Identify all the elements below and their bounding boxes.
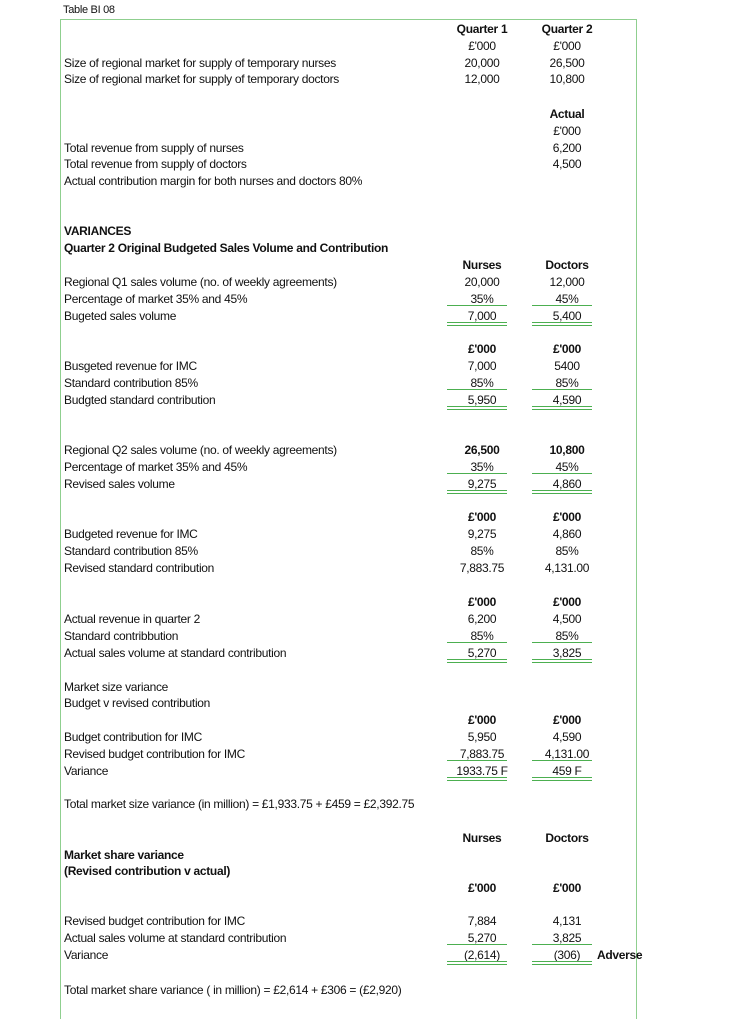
section-subtitle: Budget v revised contribution [64,696,211,710]
col-header-doctors: Doctors [545,258,589,272]
row-label: Actual sales volume at standard contribution [64,931,287,945]
cell-value: 1933.75 F [456,764,508,778]
cell-value: 4,131.00 [544,561,590,575]
section-subheading: Quarter 2 Original Budgeted Sales Volume and Contribution [64,241,389,255]
cell-value: 85% [470,376,494,390]
row-label: Budget contribution for IMC [64,730,202,744]
row-label: Standard contribution 85% [64,544,198,558]
subtotal-rule [532,473,592,474]
cell-value: 12,000 [464,72,500,86]
row-label: Budgeted revenue for IMC [64,527,198,541]
unit-label: £'000 [552,881,582,895]
row-label: Regional Q1 sales volume (no. of weekly agreements) [64,275,337,289]
cell-value: 35% [470,292,494,306]
row-label: Total revenue from supply of doctors [64,157,247,171]
col-header-nurses: Nurses [462,831,502,845]
col-header-doctors: Doctors [545,831,589,845]
row-label: Actual contribution margin for both nurses and doctors 80% [64,174,363,188]
adverse-label: Adverse [597,948,643,962]
col-header-nurses: Nurses [462,258,502,272]
subtotal-rule [532,389,592,390]
subtotal-rule [447,473,507,474]
row-label: Busgeted revenue for IMC [64,359,197,373]
header-actual: Actual [549,107,585,121]
section-subtitle: (Revised contribution v actual) [64,864,231,878]
row-label: Regional Q2 sales volume (no. of weekly agreements) [64,443,337,457]
unit-label: £'000 [467,713,497,727]
cell-value: 85% [470,629,494,643]
cell-value: (2,614) [464,948,500,962]
cell-value: 5,400 [552,309,582,323]
row-label: Revised budget contribution for IMC [64,747,245,761]
cell-value: 3,825 [552,646,582,660]
cell-value: 4,131.00 [544,747,590,761]
cell-value: 10,800 [549,443,585,457]
row-label: Percentage of market 35% and 45% [64,292,248,306]
row-label: Bugeted sales volume [64,309,177,323]
subtotal-rule [447,944,507,945]
row-label: Variance [64,764,109,778]
unit-label: £'000 [552,713,582,727]
cell-value: 20,000 [464,56,500,70]
cell-value: 459 F [552,764,582,778]
unit-label: £'000 [552,595,582,609]
header-quarter-2: Quarter 2 [541,22,593,36]
total-rule [447,490,507,494]
frame-right-border [636,19,637,1019]
unit-label: £'000 [467,881,497,895]
unit-label: £'000 [552,342,582,356]
frame-left-border [60,19,61,1019]
row-label: Standard contribbution [64,629,179,643]
total-rule [532,406,592,410]
unit-label: £'000 [467,510,497,524]
unit-label: £'000 [552,510,582,524]
cell-value: 7,000 [467,309,497,323]
row-label: Percentage of market 35% and 45% [64,460,248,474]
cell-value: 85% [555,629,579,643]
cell-value: 7,883.75 [459,747,505,761]
section-title: Market size variance [64,680,169,694]
unit-label: £'000 [468,39,496,53]
cell-value: 9,275 [467,477,497,491]
total-rule [447,659,507,663]
row-label: Revised standard contribution [64,561,215,575]
subtotal-rule [532,642,592,643]
row-label: Actual revenue in quarter 2 [64,612,200,626]
cell-value: 45% [555,292,579,306]
total-rule [532,659,592,663]
row-label: Revised budget contribution for IMC [64,914,245,928]
unit-label: £'000 [467,342,497,356]
cell-value: 35% [470,460,494,474]
cell-value: 3,825 [552,931,582,945]
cell-value: 20,000 [464,275,500,289]
cell-value: 4,500 [552,612,582,626]
total-rule [447,961,507,965]
cell-value: 5,950 [467,730,497,744]
cell-value: 5400 [554,359,580,373]
table-title: Table BI 08 [63,4,115,16]
cell-value: 85% [470,544,494,558]
unit-label: £'000 [553,39,581,53]
total-rule [447,322,507,326]
row-label: Size of regional market for supply of temporary doctors [64,72,339,86]
subtotal-rule [532,305,592,306]
subtotal-rule [447,305,507,306]
cell-value: 4,860 [552,477,582,491]
subtotal-rule [447,760,507,761]
cell-value: 9,275 [467,527,497,541]
total-rule [532,777,592,781]
cell-value: 4,131 [552,914,582,928]
cell-value: 4,860 [552,527,582,541]
section-heading: VARIANCES [64,224,132,238]
total-rule [532,490,592,494]
unit-label: £'000 [553,124,581,138]
cell-value: 7,000 [467,359,497,373]
cell-value: 4,500 [552,157,582,171]
frame-top-border [60,19,636,20]
row-label: Budgted standard contribution [64,393,216,407]
cell-value: 5,270 [467,646,497,660]
total-rule [532,322,592,326]
unit-label: £'000 [467,595,497,609]
cell-value: 4,590 [552,393,582,407]
total-market-size-note: Total market size variance (in million) = £1,933.75 + £459 = £2,392.75 [64,797,415,811]
cell-value: 4,590 [552,730,582,744]
total-rule [447,406,507,410]
total-rule [447,777,507,781]
cell-value: 7,883.75 [459,561,505,575]
cell-value: 5,270 [467,931,497,945]
cell-value: 45% [555,460,579,474]
subtotal-rule [447,389,507,390]
cell-value: 6,200 [552,141,582,155]
row-label: Actual sales volume at standard contribution [64,646,287,660]
cell-value: 85% [555,376,579,390]
cell-value: 12,000 [549,275,585,289]
cell-value: 7,884 [467,914,497,928]
cell-value: (306) [553,948,581,962]
cell-value: 26,500 [464,443,500,457]
cell-value: 85% [555,544,579,558]
row-label: Revised sales volume [64,477,175,491]
row-label: Variance [64,948,109,962]
row-label: Size of regional market for supply of temporary nurses [64,56,336,70]
row-label: Total revenue from supply of nurses [64,141,244,155]
total-market-share-note: Total market share variance ( in million) = £2,614 + £306 = (£2,920) [64,983,402,997]
cell-value: 10,800 [549,72,585,86]
total-rule [532,961,592,965]
row-label: Standard contribution 85% [64,376,198,390]
cell-value: 5,950 [467,393,497,407]
cell-value: 6,200 [467,612,497,626]
subtotal-rule [447,642,507,643]
cell-value: 26,500 [549,56,585,70]
header-quarter-1: Quarter 1 [456,22,508,36]
subtotal-rule [532,944,592,945]
section-title: Market share variance [64,848,184,862]
subtotal-rule [532,760,592,761]
